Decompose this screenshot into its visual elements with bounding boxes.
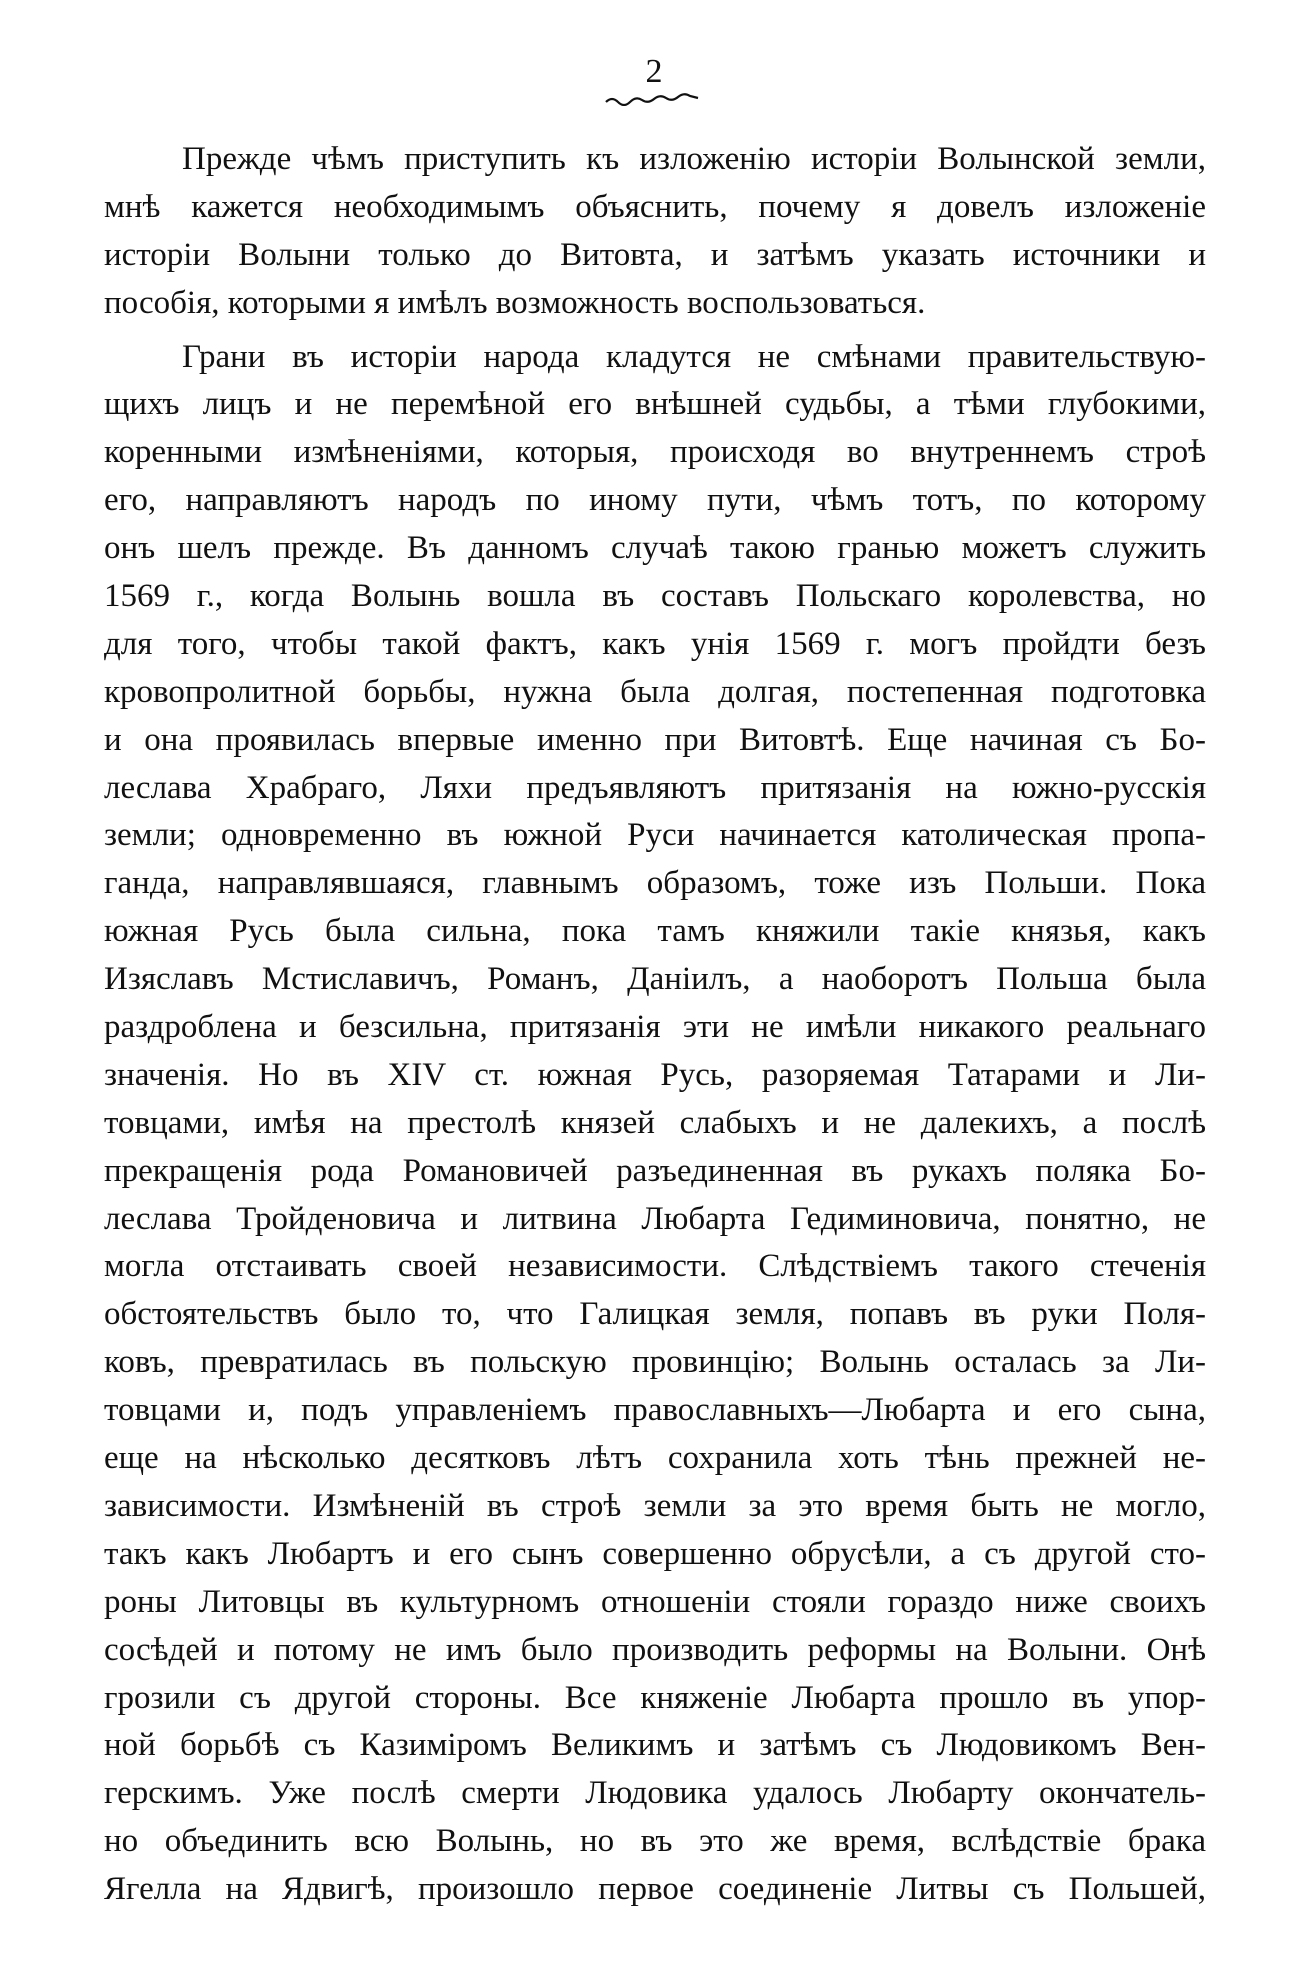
text-line: сосѣдей и потому не имъ было производить реформы на Волыни. Онѣ [104,1631,1206,1668]
text-line: южная Русь была сильна, пока тамъ княжили такіе князья, какъ [104,913,1206,950]
decorative-wavy-rule [604,92,700,106]
text-line: обстоятельствъ было то, что Галицкая земля, попавъ въ руки Поля- [104,1296,1206,1333]
text-line: товцами и, подъ управленіемъ православныхъ—Любарта и его сына, [104,1392,1206,1429]
paragraph-2 [104,334,1206,1914]
text-line: товцами, имѣя на престолѣ князей слабыхъ и не далекихъ, а послѣ [104,1104,1206,1141]
text-line: прекращенія рода Романовичей разъединенная въ рукахъ поляка Бо- [104,1152,1206,1189]
text-line: могла отстаивать своей независимости. Слѣдствіемъ такого стеченія [104,1248,1206,1285]
text-line: Прежде чѣмъ приступить къ изложенію исторіи Волынской земли, [182,141,1206,177]
text-line: щихъ лицъ и не перемѣной его внѣшней судьбы, а тѣми глубокими, [104,386,1206,423]
text-line: и она проявилась впервые именно при Витовтѣ. Еще начиная съ Бо- [104,721,1206,758]
text-line: Грани въ исторіи народа кладутся не смѣнами правительствую- [182,338,1206,375]
text-line: роны Литовцы въ культурномъ отношеніи стояли гораздо ниже своихъ [104,1583,1206,1620]
paragraph-1 [104,136,1206,328]
text-line: мнѣ кажется необходимымъ объяснить, почему я довелъ изложеніе [104,188,1206,225]
text-line: ганда, направлявшаяся, главнымъ образомъ, тоже изъ Польши. Пока [104,865,1206,902]
text-line: его, направляютъ народъ по иному пути, чѣмъ тотъ, по которому [104,482,1206,519]
text-line: Изяславъ Мстиславичъ, Романъ, Даніилъ, а наоборотъ Польша была [104,961,1206,998]
text-line: земли; одновременно въ южной Руси начинается католическая пропа- [104,817,1206,854]
body-text [104,136,1206,1914]
text-line: кровопролитной борьбы, нужна была долгая, постепенная подготовка [104,673,1206,710]
text-line: зависимости. Измѣненій въ строѣ земли за это время быть не могло, [104,1487,1206,1524]
text-line: коренными измѣненіями, которыя, происходя во внутреннемъ строѣ [104,434,1206,471]
text-line: ковъ, превратилась въ польскую провинцію; Волынь осталась за Ли- [104,1344,1206,1381]
text-line: такъ какъ Любартъ и его сынъ совершенно обрусѣли, а съ другой сто- [104,1535,1206,1572]
text-line: раздроблена и безсильна, притязанія эти не имѣли никакого реальнаго [104,1009,1206,1046]
text-line: еще на нѣсколько десятковъ лѣтъ сохранила хоть тѣнь прежней не- [104,1440,1206,1477]
text-line: исторіи Волыни только до Витовта, и затѣмъ указать источники и [104,236,1206,273]
text-line: значенія. Но въ XIV ст. южная Русь, разоряемая Татарами и Ли- [104,1056,1206,1093]
text-line: леслава Тройденовича и литвина Любарта Гедиминовича, понятно, не [104,1200,1206,1237]
text-line: для того, чтобы такой фактъ, какъ унія 1569 г. могъ пройдти безъ [104,625,1206,662]
text-line: Ягелла на Ядвигѣ, произошло первое соединеніе Литвы съ Польшей, [104,1871,1206,1908]
text-line: онъ шелъ прежде. Въ данномъ случаѣ такою гранью можетъ служить [104,530,1206,567]
text-line: грозили съ другой стороны. Все княженіе Любарта прошло въ упор- [104,1679,1206,1716]
page-number: 2 [645,53,663,90]
text-line: ной борьбѣ съ Казиміромъ Великимъ и затѣмъ съ Людовикомъ Вен- [104,1727,1206,1764]
text-line: но объединить всю Волынь, но въ это же время, вслѣдствіе брака [104,1823,1206,1860]
text-line: пособія, которыми я имѣлъ возможность воспользоваться. [104,284,926,321]
text-line: 1569 г., когда Волынь вошла въ составъ Польскаго королевства, но [104,578,1206,615]
text-line: герскимъ. Уже послѣ смерти Людовика удалось Любарту окончатель- [104,1775,1206,1812]
text-line: леслава Храбраго, Ляхи предъявляютъ притязанія на южно-русскія [104,769,1206,806]
